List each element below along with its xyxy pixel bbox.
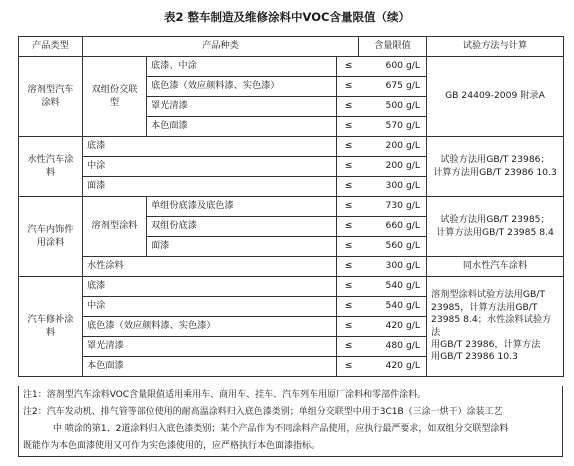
category-cell: 汽车修补涂料: [19, 277, 83, 377]
product-cell: 面漆: [83, 177, 337, 197]
product-cell: 本色面漆: [83, 357, 337, 377]
lte-symbol: ≤: [337, 97, 359, 117]
lte-symbol: ≤: [337, 57, 359, 77]
product-cell: 罩光清漆: [83, 337, 337, 357]
lte-symbol: ≤: [337, 137, 359, 157]
method-line: 溶剂型涂料试验方法用GB/T: [431, 289, 546, 301]
table-row: [19, 137, 564, 157]
category-cell: 溶剂型汽车涂料: [19, 57, 83, 137]
limit-cell: 570 g/L: [359, 117, 427, 137]
subcategory-cell: 双组份交联型: [83, 57, 147, 137]
product-cell: 底漆、中涂: [147, 57, 337, 77]
method-line: 23985，计算方法用GB/T: [431, 301, 538, 313]
table-row: [19, 257, 564, 277]
limit-cell: 660 g/L: [359, 217, 427, 237]
product-cell: 底漆: [83, 137, 337, 157]
product-cell: 单组份底漆及底色漆: [147, 197, 337, 217]
limit-cell: 200 g/L: [359, 157, 427, 177]
lte-symbol: ≤: [337, 357, 359, 377]
lte-symbol: ≤: [337, 277, 359, 297]
voc-limit-table: [18, 36, 564, 377]
note-text: 中 喷涂的第1、2道涂料归入底色漆类别；某个产品作为不同涂料产品使用，应执行最严要求，如双组分交联型涂料: [53, 424, 509, 434]
product-cell: 罩光清漆: [147, 97, 337, 117]
limit-cell: 540 g/L: [359, 297, 427, 317]
table-title: 表2 整车制造及维修涂料中VOC含量限值（续）: [164, 10, 410, 24]
method-line: 用GB/T 23986，计算方法: [431, 338, 541, 350]
note-text: 注2：汽车发动机、排气管等部位使用的耐高温涂料归入底色漆类别；单组分交联型中用于3C1B（三涂一烘干）涂装工艺: [23, 407, 503, 417]
table-row: [19, 57, 564, 77]
lte-symbol: ≤: [337, 77, 359, 97]
category-cell: 汽车内饰件用涂料: [19, 197, 83, 277]
category-cell: 水性汽车涂料: [19, 137, 83, 197]
product-cell: 面漆: [147, 237, 337, 257]
product-cell: 底漆: [83, 277, 337, 297]
product-cell: 中涂: [83, 297, 337, 317]
note-text: 既能作为本色面漆使用又可作为实色漆使用的，应严格执行本色面漆指标。: [23, 441, 321, 451]
method-cell: GB 24409-2009 附录A: [427, 57, 564, 137]
lte-symbol: ≤: [337, 157, 359, 177]
method-cell: 同水性汽车涂料: [427, 257, 564, 277]
limit-cell: 300 g/L: [359, 257, 427, 277]
lte-symbol: ≤: [337, 177, 359, 197]
header-category: 产品类型: [19, 37, 83, 57]
limit-cell: 480 g/L: [359, 337, 427, 357]
method-line: 计算方法用GB/T 23986 10.3: [433, 166, 557, 178]
product-cell: 底色漆（效应颜料漆、实色漆）: [83, 317, 337, 337]
method-line: 23985 8.4；水性涂料试验方法: [431, 314, 552, 338]
note-text: 注1：溶剂型汽车涂料VOC含量限值适用乘用车、商用车、挂车、汽车列车用原厂涂料和零部件涂料。: [23, 390, 427, 400]
limit-cell: 560 g/L: [359, 237, 427, 257]
method-line: 用GB/T 23986 10.3: [431, 351, 518, 363]
note-1: [23, 387, 558, 404]
method-cell: [427, 197, 564, 257]
lte-symbol: ≤: [337, 297, 359, 317]
lte-symbol: ≤: [337, 257, 359, 277]
limit-cell: 420 g/L: [359, 357, 427, 377]
limit-cell: 200 g/L: [359, 137, 427, 157]
table-row: [19, 277, 564, 297]
limit-cell: 300 g/L: [359, 177, 427, 197]
limit-cell: 420 g/L: [359, 317, 427, 337]
note-2: [23, 404, 558, 455]
limit-cell: 730 g/L: [359, 197, 427, 217]
product-cell: 水性涂料: [83, 257, 337, 277]
limit-cell: 600 g/L: [359, 57, 427, 77]
method-cell: [427, 277, 564, 377]
method-line: 计算方法用GB/T 23985 8.4: [436, 226, 554, 238]
limit-cell: 500 g/L: [359, 97, 427, 117]
lte-symbol: ≤: [337, 237, 359, 257]
header-product: 产品种类: [83, 37, 359, 57]
limit-cell: 540 g/L: [359, 277, 427, 297]
lte-symbol: ≤: [337, 337, 359, 357]
method-line: 试验方法用GB/T 23985；: [440, 214, 550, 226]
limit-cell: 675 g/L: [359, 77, 427, 97]
lte-symbol: ≤: [337, 197, 359, 217]
product-cell: 本色面漆: [147, 117, 337, 137]
table-header-row: [19, 37, 564, 57]
product-cell: 双组份底漆: [147, 217, 337, 237]
lte-symbol: ≤: [337, 317, 359, 337]
product-cell: 底色漆（效应颜料漆、实色漆）: [147, 77, 337, 97]
table-notes: [18, 386, 563, 457]
header-limit: 含量限值: [359, 37, 427, 57]
product-cell: 中涂: [83, 157, 337, 177]
lte-symbol: ≤: [337, 217, 359, 237]
method-line: 试验方法用GB/T 23986；: [440, 154, 550, 166]
method-cell: [427, 137, 564, 197]
subcategory-cell: 溶剂型涂料: [83, 197, 147, 257]
lte-symbol: ≤: [337, 117, 359, 137]
table-row: [19, 197, 564, 217]
header-method: 试验方法与计算: [427, 37, 564, 57]
